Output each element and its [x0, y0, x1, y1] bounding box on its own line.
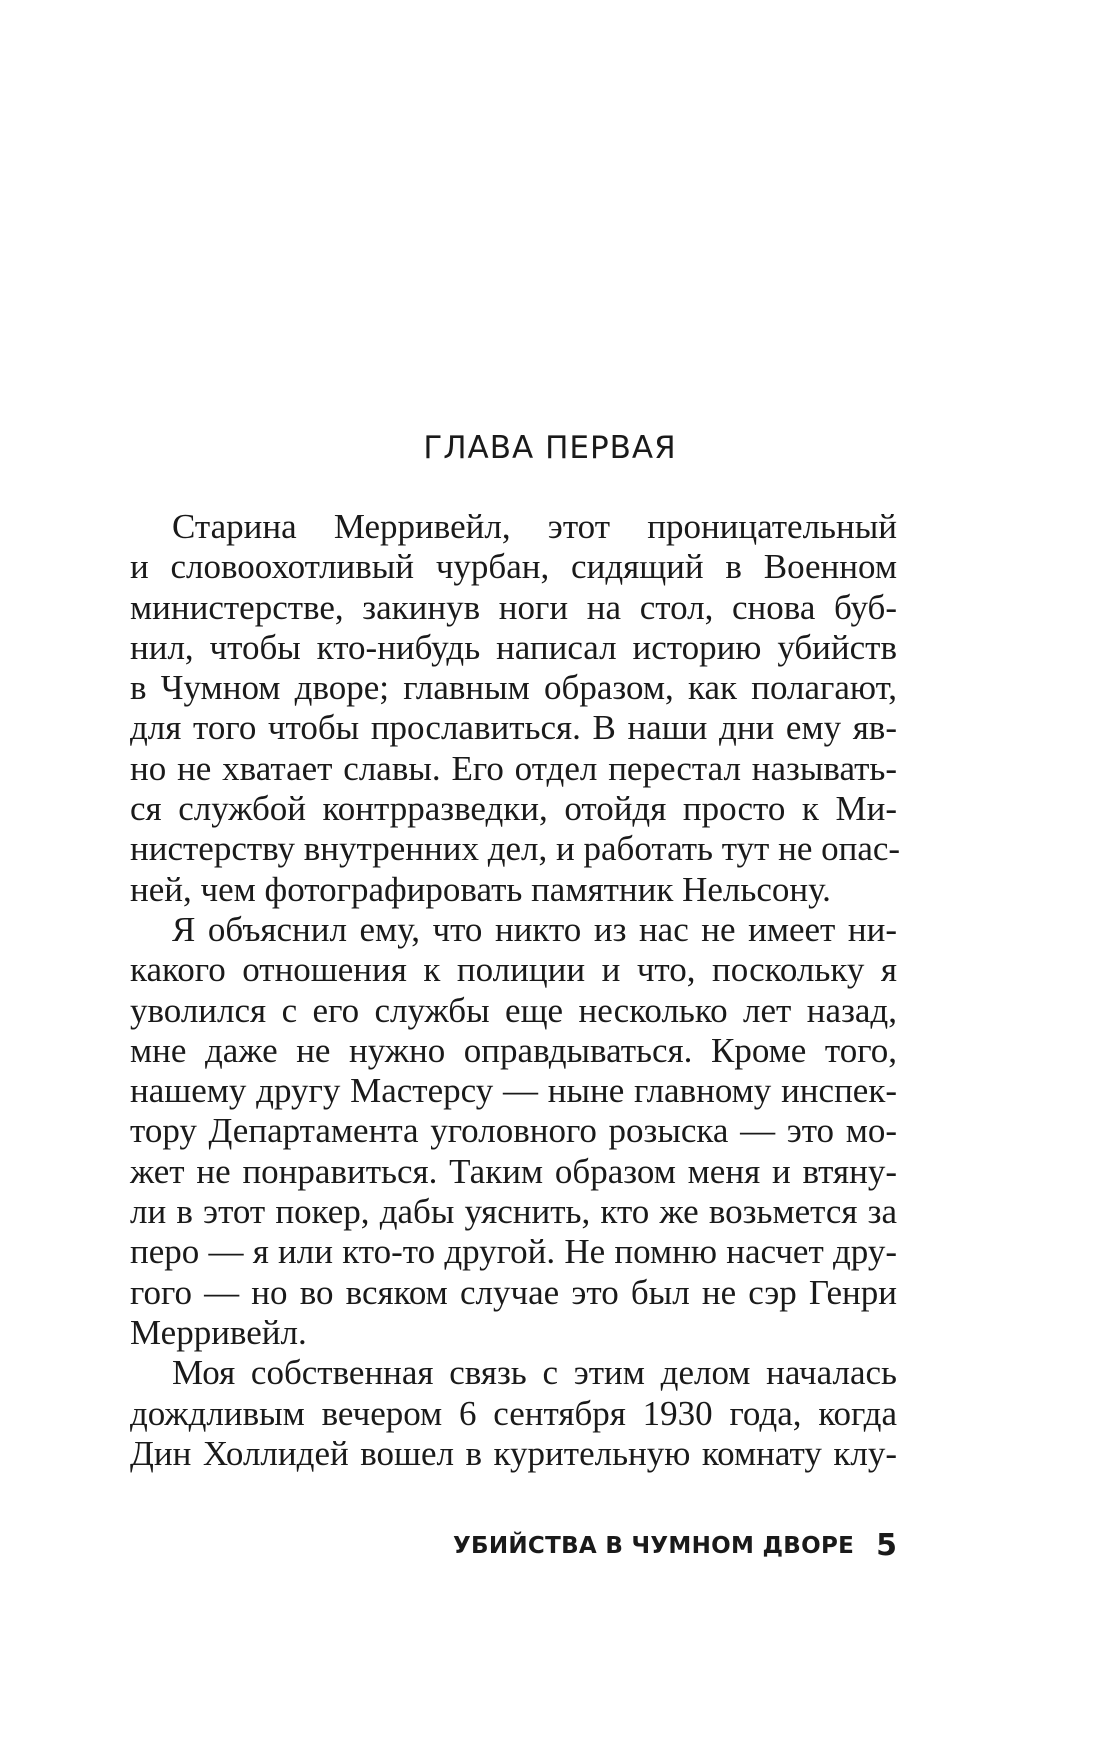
text-line: дождливым вечером 6 сентября 1930 года, когда [130, 1393, 897, 1433]
text-line: перо — я или кто-то другой. Не помню насчет дру- [130, 1232, 897, 1272]
text-line: нашему другу Мастерсу — ныне главному инспек- [130, 1071, 897, 1111]
paragraph-2 [130, 910, 897, 1353]
text-line: Мерривейл. [130, 1312, 307, 1352]
paragraph-1 [130, 507, 901, 910]
text-line: какого отношения к полиции и что, поскольку я [130, 950, 897, 990]
body-text [130, 507, 901, 1474]
text-line: нистерству внутренних дел, и работать тут не опас- [130, 829, 901, 869]
running-title: УБИЙСТВА В ЧУМНОМ ДВОРЕ [452, 1533, 855, 1559]
text-line: гого — но во всяком случае это был не сэр Генри [130, 1272, 897, 1312]
text-line: жет не понравиться. Таким образом меня и втяну- [130, 1151, 897, 1191]
text-line: ней, чем фотографировать памятник Нельсону. [130, 869, 831, 909]
paragraph-3 [130, 1353, 897, 1474]
text-line: ли в этот покер, дабы уяснить, кто же возьмется за [130, 1192, 897, 1232]
text-line: в Чумном дворе; главным образом, как полагают, [130, 668, 897, 708]
text-line: и словоохотливый чурбан, сидящий в Военном [130, 547, 897, 587]
text-line: Я объяснил ему, что никто из нас не имеет ни- [172, 909, 897, 949]
text-line: министерстве, закинув ноги на стол, снова буб- [130, 587, 897, 627]
chapter-title: ГЛАВА ПЕРВАЯ [423, 430, 677, 466]
text-line: Дин Холлидей вошел в курительную комнату клу- [130, 1433, 897, 1473]
text-line: тору Департамента уголовного розыска — это мо- [130, 1111, 897, 1151]
page-footer [0, 1529, 897, 1563]
text-line: мне даже не нужно оправдываться. Кроме того, [130, 1030, 897, 1070]
text-line: нил, чтобы кто-нибудь написал историю убийств [130, 627, 897, 667]
text-line: но не хватает славы. Его отдел перестал называть- [130, 748, 897, 788]
text-line: ся службой контрразведки, отойдя просто к Ми- [130, 789, 897, 829]
text-line: Старина Мерривейл, этот проницательный [172, 507, 897, 546]
text-line: уволился с его службы еще несколько лет назад, [130, 990, 897, 1030]
page-number: 5 [876, 1528, 897, 1563]
text-line: для того чтобы прославиться. В наши дни ему яв- [130, 708, 897, 748]
text-line: Моя собственная связь с этим делом началась [172, 1353, 897, 1393]
